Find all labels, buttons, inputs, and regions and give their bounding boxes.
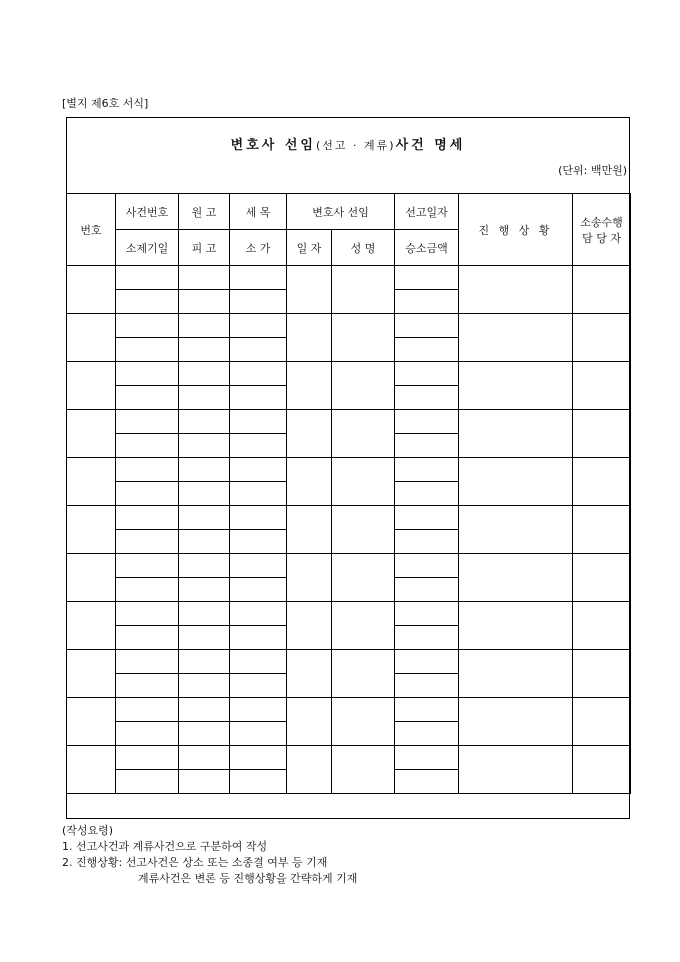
notes-heading: (작성요령) [62, 824, 114, 837]
cell-no[interactable] [67, 746, 116, 794]
cell-name[interactable] [332, 410, 395, 458]
cell-no[interactable] [67, 698, 116, 746]
cell-win-amount[interactable] [395, 338, 459, 362]
cell-progress[interactable] [459, 650, 573, 698]
cell-item[interactable] [230, 698, 287, 722]
cell-no[interactable] [67, 602, 116, 650]
cell-defendant[interactable] [179, 578, 230, 602]
cell-no[interactable] [67, 314, 116, 362]
cell-progress[interactable] [459, 602, 573, 650]
cell-item[interactable] [230, 650, 287, 674]
cell-defendant[interactable] [179, 530, 230, 554]
cell-plaintiff[interactable] [179, 698, 230, 722]
cell-sentence-date[interactable] [395, 314, 459, 338]
cell-item[interactable] [230, 554, 287, 578]
notes [62, 823, 357, 887]
header-date: 일 자 [287, 230, 332, 266]
header-no: 번호 [67, 194, 116, 266]
table-row [67, 554, 631, 578]
header-lawyer: 변호사 선임 [287, 194, 395, 230]
cell-manager[interactable] [573, 410, 631, 458]
cell-plaintiff[interactable] [179, 362, 230, 386]
case-table [66, 193, 631, 794]
cell-sentence-date[interactable] [395, 410, 459, 434]
title-main-left: 변호사 선임 [230, 138, 316, 153]
table-row [67, 650, 631, 674]
cell-manager[interactable] [573, 554, 631, 602]
cell-date[interactable] [287, 410, 332, 458]
cell-plaintiff[interactable] [179, 314, 230, 338]
cell-name[interactable] [332, 362, 395, 410]
form-number-label: [별지 제6호 서식] [62, 97, 149, 110]
table-row [67, 506, 631, 530]
cell-name[interactable] [332, 266, 395, 314]
cell-defendant[interactable] [179, 770, 230, 794]
cell-sentence-date[interactable] [395, 554, 459, 578]
cell-filing-org[interactable] [116, 626, 179, 650]
cell-progress[interactable] [459, 698, 573, 746]
table-row [67, 266, 631, 290]
cell-value[interactable] [230, 290, 287, 314]
form-title [67, 134, 629, 153]
cell-case-no[interactable] [116, 554, 179, 578]
cell-manager[interactable] [573, 506, 631, 554]
cell-date[interactable] [287, 554, 332, 602]
cell-no[interactable] [67, 362, 116, 410]
cell-progress[interactable] [459, 746, 573, 794]
header-manager [573, 194, 631, 266]
cell-win-amount[interactable] [395, 482, 459, 506]
header-manager-top: 소송수행 [580, 215, 623, 229]
cell-plaintiff[interactable] [179, 602, 230, 626]
cell-date[interactable] [287, 458, 332, 506]
cell-defendant[interactable] [179, 626, 230, 650]
table-row [67, 410, 631, 434]
cell-progress[interactable] [459, 458, 573, 506]
cell-case-no[interactable] [116, 410, 179, 434]
cell-manager[interactable] [573, 602, 631, 650]
cell-manager[interactable] [573, 458, 631, 506]
header-manager-bottom: 담 당 자 [582, 231, 621, 245]
cell-date[interactable] [287, 746, 332, 794]
cell-no[interactable] [67, 410, 116, 458]
cell-filing-org[interactable] [116, 386, 179, 410]
cell-case-no[interactable] [116, 458, 179, 482]
cell-sentence-date[interactable] [395, 650, 459, 674]
cell-name[interactable] [332, 746, 395, 794]
cell-date[interactable] [287, 362, 332, 410]
cell-progress[interactable] [459, 314, 573, 362]
cell-manager[interactable] [573, 650, 631, 698]
notes-item-1: 1. 선고사건과 계류사건으로 구분하여 작성 [62, 840, 268, 853]
header-plaintiff: 원 고 [179, 194, 230, 230]
cell-case-no[interactable] [116, 314, 179, 338]
cell-item[interactable] [230, 266, 287, 290]
cell-defendant[interactable] [179, 338, 230, 362]
cell-name[interactable] [332, 554, 395, 602]
header-filing-org: 소제기일 [116, 230, 179, 266]
cell-win-amount[interactable] [395, 674, 459, 698]
cell-sentence-date[interactable] [395, 602, 459, 626]
cell-name[interactable] [332, 506, 395, 554]
cell-value[interactable] [230, 482, 287, 506]
cell-sentence-date[interactable] [395, 506, 459, 530]
cell-value[interactable] [230, 626, 287, 650]
cell-case-no[interactable] [116, 650, 179, 674]
cell-no[interactable] [67, 266, 116, 314]
cell-defendant[interactable] [179, 482, 230, 506]
cell-win-amount[interactable] [395, 434, 459, 458]
cell-sentence-date[interactable] [395, 362, 459, 386]
cell-date[interactable] [287, 602, 332, 650]
cell-date[interactable] [287, 650, 332, 698]
header-case-no: 사건번호 [116, 194, 179, 230]
cell-name[interactable] [332, 650, 395, 698]
cell-win-amount[interactable] [395, 386, 459, 410]
cell-defendant[interactable] [179, 674, 230, 698]
header-win-amount: 승소금액 [395, 230, 459, 266]
cell-item[interactable] [230, 362, 287, 386]
cell-defendant[interactable] [179, 722, 230, 746]
table-row [67, 698, 631, 722]
header-row-1 [67, 194, 631, 230]
cell-item[interactable] [230, 602, 287, 626]
cell-filing-org[interactable] [116, 770, 179, 794]
notes-item-2-cont: 계류사건은 변론 등 진행상황을 간략하게 기재 [138, 872, 358, 885]
cell-item[interactable] [230, 314, 287, 338]
cell-name[interactable] [332, 314, 395, 362]
cell-case-no[interactable] [116, 506, 179, 530]
cell-case-no[interactable] [116, 266, 179, 290]
cell-progress[interactable] [459, 362, 573, 410]
cell-value[interactable] [230, 578, 287, 602]
cell-filing-org[interactable] [116, 338, 179, 362]
cell-date[interactable] [287, 698, 332, 746]
notes-item-2: 2. 진행상황: 선고사건은 상소 또는 소종결 여부 등 기재 [62, 856, 328, 869]
cell-filing-org[interactable] [116, 434, 179, 458]
cell-filing-org[interactable] [116, 674, 179, 698]
cell-name[interactable] [332, 602, 395, 650]
cell-plaintiff[interactable] [179, 458, 230, 482]
cell-value[interactable] [230, 530, 287, 554]
cell-filing-org[interactable] [116, 482, 179, 506]
cell-no[interactable] [67, 458, 116, 506]
cell-win-amount[interactable] [395, 626, 459, 650]
cell-value[interactable] [230, 338, 287, 362]
table-body [67, 266, 631, 794]
cell-win-amount[interactable] [395, 290, 459, 314]
cell-plaintiff[interactable] [179, 266, 230, 290]
cell-win-amount[interactable] [395, 770, 459, 794]
cell-win-amount[interactable] [395, 578, 459, 602]
cell-item[interactable] [230, 746, 287, 770]
cell-progress[interactable] [459, 554, 573, 602]
header-progress: 진 행 상 황 [459, 194, 573, 266]
cell-manager[interactable] [573, 362, 631, 410]
header-defendant: 피 고 [179, 230, 230, 266]
cell-no[interactable] [67, 650, 116, 698]
cell-sentence-date[interactable] [395, 746, 459, 770]
cell-case-no[interactable] [116, 698, 179, 722]
cell-case-no[interactable] [116, 362, 179, 386]
cell-sentence-date[interactable] [395, 698, 459, 722]
cell-win-amount[interactable] [395, 722, 459, 746]
form-box [66, 117, 630, 819]
cell-item[interactable] [230, 506, 287, 530]
cell-value[interactable] [230, 770, 287, 794]
cell-value[interactable] [230, 722, 287, 746]
cell-plaintiff[interactable] [179, 746, 230, 770]
table-row [67, 458, 631, 482]
cell-progress[interactable] [459, 506, 573, 554]
cell-date[interactable] [287, 506, 332, 554]
cell-sentence-date[interactable] [395, 458, 459, 482]
cell-manager[interactable] [573, 266, 631, 314]
cell-value[interactable] [230, 674, 287, 698]
header-sentence-date: 선고일자 [395, 194, 459, 230]
header-item: 세 목 [230, 194, 287, 230]
header-name: 성 명 [332, 230, 395, 266]
cell-defendant[interactable] [179, 434, 230, 458]
cell-filing-org[interactable] [116, 578, 179, 602]
table-row [67, 746, 631, 770]
cell-manager[interactable] [573, 314, 631, 362]
cell-name[interactable] [332, 698, 395, 746]
table-row [67, 602, 631, 626]
cell-plaintiff[interactable] [179, 554, 230, 578]
cell-defendant[interactable] [179, 386, 230, 410]
cell-item[interactable] [230, 410, 287, 434]
cell-plaintiff[interactable] [179, 506, 230, 530]
cell-progress[interactable] [459, 410, 573, 458]
table-row [67, 362, 631, 386]
cell-sentence-date[interactable] [395, 266, 459, 290]
cell-win-amount[interactable] [395, 530, 459, 554]
cell-no[interactable] [67, 554, 116, 602]
cell-defendant[interactable] [179, 290, 230, 314]
cell-plaintiff[interactable] [179, 410, 230, 434]
cell-value[interactable] [230, 386, 287, 410]
cell-progress[interactable] [459, 266, 573, 314]
cell-name[interactable] [332, 458, 395, 506]
cell-case-no[interactable] [116, 602, 179, 626]
cell-filing-org[interactable] [116, 722, 179, 746]
cell-filing-org[interactable] [116, 290, 179, 314]
title-paren: (선고 · 계류) [315, 139, 396, 152]
cell-manager[interactable] [573, 746, 631, 794]
unit-label: (단위: 백만원) [558, 164, 627, 177]
cell-date[interactable] [287, 314, 332, 362]
title-main-right: 사건 명세 [395, 138, 466, 153]
header-value: 소 가 [230, 230, 287, 266]
cell-manager[interactable] [573, 698, 631, 746]
cell-filing-org[interactable] [116, 530, 179, 554]
cell-value[interactable] [230, 434, 287, 458]
cell-no[interactable] [67, 506, 116, 554]
cell-plaintiff[interactable] [179, 650, 230, 674]
cell-case-no[interactable] [116, 746, 179, 770]
table-row [67, 314, 631, 338]
cell-date[interactable] [287, 266, 332, 314]
cell-item[interactable] [230, 458, 287, 482]
